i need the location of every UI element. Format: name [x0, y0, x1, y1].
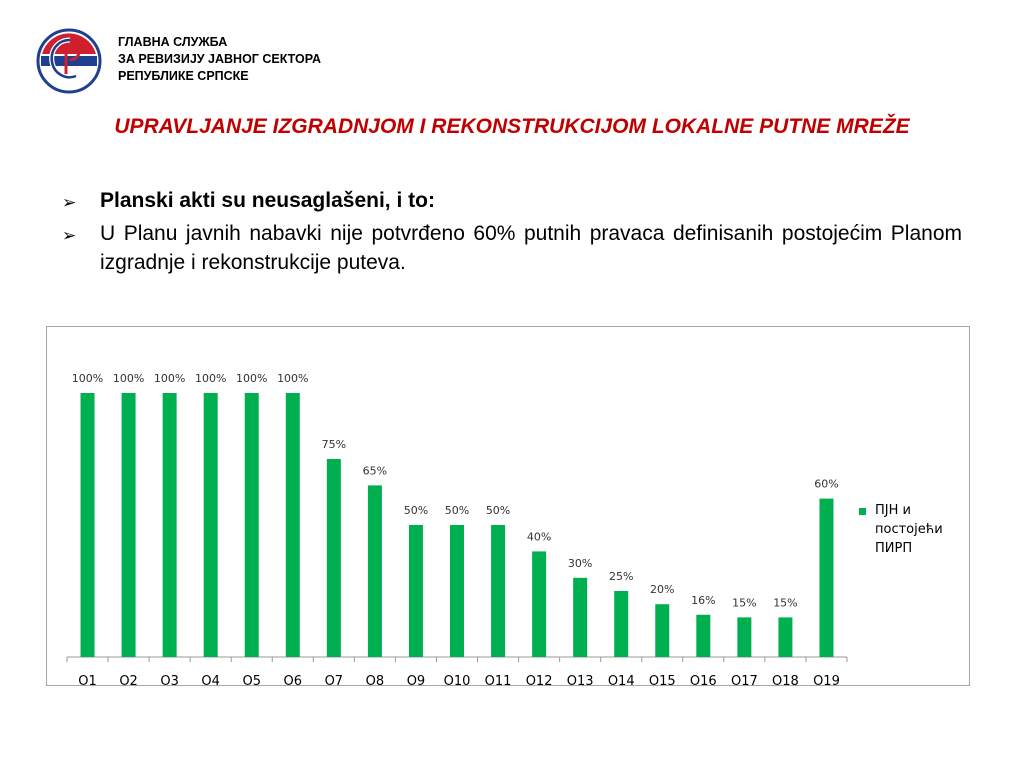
- bar: [450, 525, 464, 657]
- bullet-item: [62, 186, 962, 217]
- bar: [204, 393, 218, 657]
- x-tick-label: O16: [689, 674, 717, 685]
- data-label: 100%: [194, 372, 227, 385]
- bar: [368, 485, 382, 657]
- x-tick-label: O11: [484, 674, 512, 685]
- org-line-2: ЗА РЕВИЗИЈУ ЈАВНОГ СЕКТОРА: [118, 52, 321, 66]
- x-tick-label: O5: [242, 674, 261, 685]
- data-label: 30%: [567, 556, 593, 570]
- x-tick-label: O2: [119, 674, 138, 685]
- bar: [778, 617, 792, 657]
- data-label: 25%: [608, 570, 634, 583]
- org-line-1: ГЛАВНА СЛУЖБА: [118, 35, 228, 49]
- x-tick-label: O15: [648, 674, 676, 685]
- data-label: 75%: [321, 438, 347, 451]
- bar: [655, 604, 669, 657]
- x-tick-label: O7: [324, 674, 344, 685]
- bar: [491, 525, 505, 657]
- x-tick-label: O6: [283, 674, 303, 685]
- data-label: 100%: [153, 372, 186, 385]
- data-label: 16%: [691, 593, 716, 607]
- data-label: 40%: [526, 530, 552, 544]
- organization-name: [118, 34, 321, 85]
- bar: [327, 459, 341, 657]
- x-tick-label: O19: [813, 674, 840, 685]
- x-tick-label: O14: [607, 674, 635, 685]
- bar-chart: [46, 326, 970, 686]
- legend-label: ПЈН и постојећи ПИРП: [875, 503, 943, 556]
- bar: [122, 393, 136, 657]
- data-label: 50%: [485, 504, 511, 517]
- org-line-3: РЕПУБЛИКЕ СРПСКЕ: [118, 69, 249, 83]
- bullet-list: [62, 186, 962, 279]
- bullet-item: [62, 219, 962, 277]
- x-tick-label: O9: [406, 674, 426, 685]
- data-label: 50%: [444, 504, 470, 517]
- x-tick-label: O10: [443, 674, 471, 685]
- x-tick-label: O1: [78, 674, 97, 685]
- data-label: 15%: [732, 596, 757, 610]
- arrow-bullet-icon: ➢: [62, 226, 77, 245]
- x-tick-label: O13: [566, 674, 594, 685]
- data-label: 60%: [814, 477, 839, 491]
- bar: [409, 525, 423, 657]
- bullet-text: U Planu javnih nabavki nije potvrđeno 60% putnih pravaca definisanih postojećim Planom izgradnje i rekonstrukcije puteva.: [100, 222, 962, 274]
- bar: [573, 578, 587, 657]
- x-tick-label: O3: [160, 674, 179, 685]
- bar: [81, 393, 95, 657]
- slide-title: UPRAVLJANJE IZGRADNJOM I REKONSTRUKCIJOM LOKALNE PUTNE MREŽE: [114, 115, 910, 138]
- bar: [614, 591, 628, 657]
- chart-plot: [47, 327, 969, 685]
- x-tick-label: O17: [730, 674, 758, 685]
- bar: [245, 393, 259, 657]
- x-tick-label: O18: [772, 674, 799, 685]
- data-label: 65%: [362, 464, 388, 478]
- x-tick-label: O4: [201, 674, 220, 685]
- data-label: 100%: [71, 372, 104, 385]
- legend-swatch: [859, 508, 866, 515]
- data-label: 100%: [277, 372, 309, 385]
- x-tick-label: O8: [365, 674, 385, 685]
- data-label: 20%: [650, 583, 675, 597]
- bullet-text: Planski akti su neusaglašeni, i to:: [100, 189, 435, 212]
- data-label: 100%: [112, 372, 145, 385]
- bar: [696, 615, 710, 657]
- bar: [163, 393, 177, 657]
- chart-legend: [859, 501, 959, 558]
- bar: [737, 617, 751, 657]
- x-tick-label: O12: [525, 674, 553, 685]
- data-label: 100%: [236, 372, 268, 385]
- data-label: 15%: [773, 596, 798, 610]
- arrow-bullet-icon: ➢: [62, 193, 77, 212]
- bar: [286, 393, 300, 657]
- bar: [532, 551, 546, 657]
- organization-logo: [36, 28, 102, 94]
- data-label: 50%: [403, 504, 429, 517]
- bar: [819, 499, 833, 657]
